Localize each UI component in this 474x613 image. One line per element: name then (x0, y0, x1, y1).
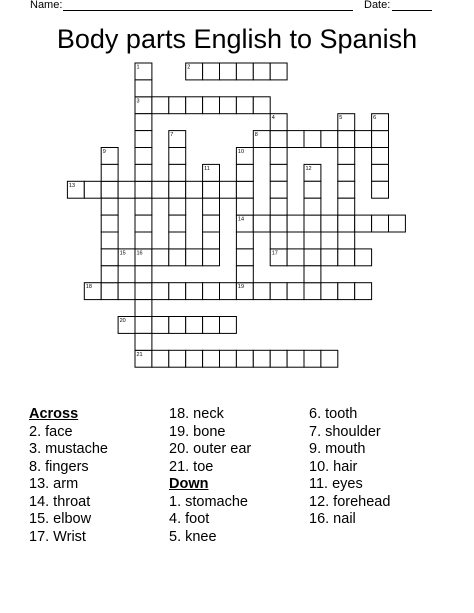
grid-cell[interactable] (135, 266, 152, 283)
grid-cell[interactable] (270, 283, 287, 300)
date-label: Date: (364, 0, 391, 11)
grid-cell[interactable] (169, 350, 186, 367)
grid-cell[interactable] (203, 215, 220, 232)
cell-number: 4 (271, 115, 275, 122)
cell-number: 2 (187, 64, 191, 71)
grid-cell[interactable] (203, 97, 220, 114)
grid-cell[interactable] (304, 215, 321, 232)
grid-cell[interactable] (118, 283, 135, 300)
grid-cell[interactable] (186, 181, 203, 198)
grid-cell[interactable] (321, 249, 338, 266)
grid-cell[interactable] (101, 249, 118, 266)
grid-cell[interactable] (338, 148, 355, 165)
grid-cell[interactable] (287, 215, 304, 232)
grid-cell[interactable] (135, 164, 152, 181)
grid-cell[interactable] (236, 181, 253, 198)
grid-cell[interactable] (236, 63, 253, 80)
grid-cell[interactable] (220, 181, 237, 198)
grid-cell[interactable] (220, 283, 237, 300)
grid-cell[interactable] (270, 232, 287, 249)
grid-cell[interactable] (118, 181, 135, 198)
clue-item: 14. throat (29, 493, 91, 510)
grid-cell[interactable] (101, 215, 118, 232)
grid-cell[interactable] (270, 350, 287, 367)
grid-cell[interactable] (169, 317, 186, 334)
grid-cell[interactable] (84, 181, 101, 198)
grid-cell[interactable] (287, 131, 304, 148)
grid-cell[interactable] (135, 333, 152, 350)
grid-cell[interactable] (253, 283, 270, 300)
cell-number: 21 (136, 351, 143, 358)
cell-number: 18 (85, 284, 92, 291)
grid-cell[interactable] (220, 317, 237, 334)
grid-cell[interactable] (169, 249, 186, 266)
grid-cell[interactable] (152, 283, 169, 300)
down-heading: Down (169, 476, 209, 492)
grid-cell[interactable] (270, 63, 287, 80)
grid-cell[interactable] (152, 181, 169, 198)
grid-cell[interactable] (236, 198, 253, 215)
grid-cell[interactable] (101, 198, 118, 215)
grid-cell[interactable] (220, 63, 237, 80)
grid-cell[interactable] (338, 249, 355, 266)
grid-cell[interactable] (169, 181, 186, 198)
grid-cell[interactable] (135, 80, 152, 97)
grid-cell[interactable] (355, 215, 372, 232)
cell-number: 9 (102, 149, 106, 155)
cell-number: 6 (373, 115, 377, 122)
grid-cell[interactable] (220, 350, 237, 367)
grid-cell[interactable] (270, 181, 287, 198)
grid-cell[interactable] (101, 266, 118, 283)
clue-item: 15. elbow (29, 511, 92, 527)
grid-cell[interactable] (135, 181, 152, 198)
grid-cell[interactable] (152, 317, 169, 334)
grid-cell[interactable] (236, 350, 253, 367)
clue-item: 5. knee (169, 528, 217, 545)
grid-cell[interactable] (253, 350, 270, 367)
grid-cell[interactable] (236, 164, 253, 181)
grid-cell[interactable] (372, 164, 389, 181)
grid-cell[interactable] (355, 249, 372, 266)
grid-cell[interactable] (355, 131, 372, 148)
grid-cell[interactable] (321, 350, 338, 367)
cell-number: 17 (271, 250, 278, 257)
grid-cell[interactable] (169, 198, 186, 215)
clue-item: 7. shoulder (309, 423, 381, 440)
grid-cell[interactable] (270, 164, 287, 181)
grid-cell[interactable] (135, 300, 152, 317)
cell-number: 1 (136, 64, 140, 71)
grid-cell[interactable] (169, 148, 186, 165)
grid-cell[interactable] (152, 97, 169, 114)
grid-cell[interactable] (287, 249, 304, 266)
clue-item: 1. stomache (169, 493, 248, 510)
grid-cell[interactable] (270, 131, 287, 148)
grid-cell[interactable] (287, 283, 304, 300)
grid-cell[interactable] (338, 232, 355, 249)
grid-cell[interactable] (338, 164, 355, 181)
grid-cell[interactable] (236, 249, 253, 266)
grid-cell[interactable] (186, 283, 203, 300)
grid-cell[interactable] (203, 317, 220, 334)
grid-cell[interactable] (304, 232, 321, 249)
grid-cell[interactable] (169, 164, 186, 181)
clues-column-2 (169, 406, 251, 546)
clue-item: 3. mustache (29, 441, 108, 457)
grid-cell[interactable] (169, 283, 186, 300)
grid-cell[interactable] (321, 283, 338, 300)
grid-cell[interactable] (135, 215, 152, 232)
cell-number: 13 (68, 182, 76, 189)
grid-cell[interactable] (287, 350, 304, 367)
clue-item: 8. fingers (29, 458, 89, 475)
grid-cell[interactable] (304, 266, 321, 283)
grid-cell[interactable] (135, 148, 152, 165)
clue-item: 10. hair (309, 458, 358, 475)
grid-cell[interactable] (304, 198, 321, 215)
grid-cell[interactable] (169, 97, 186, 114)
grid-cell[interactable] (321, 215, 338, 232)
clue-item: 21. toe (169, 458, 214, 475)
clues-column-3 (309, 406, 390, 529)
grid-cell[interactable] (236, 266, 253, 283)
grid-cell[interactable] (135, 131, 152, 148)
grid-cell[interactable] (253, 215, 270, 232)
cell-number: 14 (237, 216, 245, 223)
grid-cell[interactable] (101, 232, 118, 249)
grid-cell[interactable] (152, 350, 169, 367)
clue-item: 11. eyes (309, 476, 363, 492)
grid-cell[interactable] (304, 181, 321, 198)
clue-item: 4. foot (169, 511, 210, 527)
cell-number: 10 (237, 149, 245, 155)
grid-cell[interactable] (304, 131, 321, 148)
grid-cell[interactable] (253, 63, 270, 80)
grid-cell[interactable] (135, 114, 152, 131)
grid-cell[interactable] (270, 215, 287, 232)
grid-cell[interactable] (203, 181, 220, 198)
grid-cell[interactable] (220, 97, 237, 114)
grid-cell[interactable] (169, 215, 186, 232)
grid-cell[interactable] (186, 249, 203, 266)
grid-cell[interactable] (169, 232, 186, 249)
cell-number: 7 (170, 132, 174, 139)
grid-cell[interactable] (101, 181, 118, 198)
page-title: Body parts English to Spanish (56, 24, 418, 54)
cell-number: 3 (136, 98, 140, 105)
cell-number: 11 (204, 165, 210, 172)
clue-item: 6. tooth (309, 406, 358, 422)
grid-cell[interactable] (135, 198, 152, 215)
grid-cell[interactable] (270, 148, 287, 165)
clue-item: 12. forehead (309, 493, 391, 510)
grid-cell[interactable] (186, 317, 203, 334)
grid-cell[interactable] (203, 249, 220, 266)
grid-cell[interactable] (101, 283, 118, 300)
clues-column-1 (29, 406, 108, 546)
clue-item: 2. face (29, 423, 73, 440)
grid-cell[interactable] (338, 181, 355, 198)
grid-cell[interactable] (203, 232, 220, 249)
clue-item: 16. nail (309, 511, 356, 527)
grid-cell[interactable] (270, 198, 287, 215)
grid-cell[interactable] (304, 350, 321, 367)
clue-item: 20. outer ear (169, 441, 252, 457)
cell-number: 20 (119, 318, 126, 324)
grid-cell[interactable] (372, 148, 389, 165)
grid-cell[interactable] (355, 283, 372, 300)
clue-item: 19. bone (169, 423, 226, 440)
grid-cell[interactable] (304, 249, 321, 266)
grid-cell[interactable] (236, 97, 253, 114)
grid-cell[interactable] (338, 283, 355, 300)
clue-item: 9. mouth (309, 441, 366, 457)
grid-cell[interactable] (152, 249, 169, 266)
cell-number: 5 (339, 115, 343, 122)
cell-number: 16 (136, 250, 143, 257)
grid-cell[interactable] (321, 131, 338, 148)
grid-cell[interactable] (304, 283, 321, 300)
clue-item: 18. neck (169, 406, 224, 422)
grid-cell[interactable] (372, 215, 389, 232)
grid-cell[interactable] (101, 164, 118, 181)
grid-cell[interactable] (338, 131, 355, 148)
cell-number: 8 (254, 132, 258, 139)
grid-cell[interactable] (186, 97, 203, 114)
grid-cell[interactable] (135, 317, 152, 334)
grid-cell[interactable] (203, 198, 220, 215)
clue-item: 13. arm (29, 476, 79, 492)
across-heading: Across (29, 406, 79, 422)
grid-cell[interactable] (203, 350, 220, 367)
grid-cell[interactable] (135, 232, 152, 249)
grid-cell[interactable] (372, 181, 389, 198)
grid-cell[interactable] (372, 131, 389, 148)
grid-cell[interactable] (135, 283, 152, 300)
cell-number: 15 (119, 250, 126, 257)
name-label: Name: (30, 0, 63, 11)
cell-number: 12 (305, 165, 312, 172)
grid-cell[interactable] (338, 215, 355, 232)
grid-cell[interactable] (253, 97, 270, 114)
grid-cell[interactable] (389, 215, 406, 232)
grid-cell[interactable] (186, 350, 203, 367)
grid-cell[interactable] (203, 283, 220, 300)
grid-cell[interactable] (236, 232, 253, 249)
grid-cell[interactable] (203, 63, 220, 80)
grid-cell[interactable] (338, 198, 355, 215)
clue-item: 17. Wrist (29, 528, 86, 545)
cell-number: 19 (237, 284, 245, 291)
